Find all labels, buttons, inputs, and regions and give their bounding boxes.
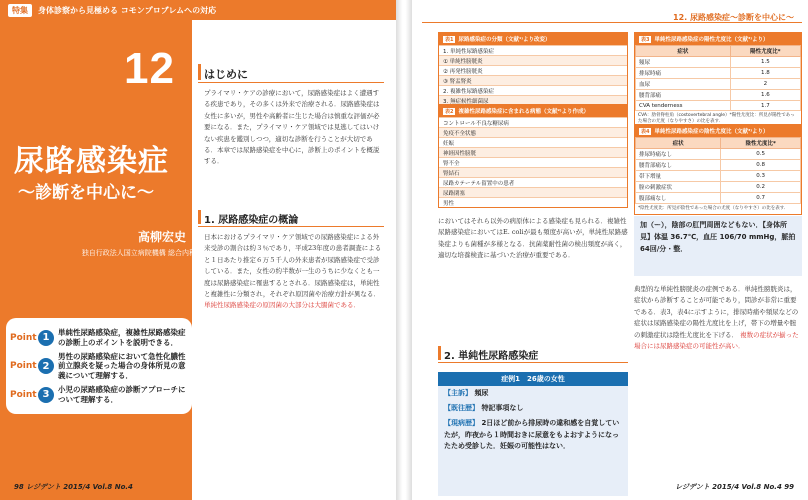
lr-table [635,45,801,111]
table-row: ③ 腎盂腎炎 [439,75,627,85]
table-row: 腎結石 [439,167,627,177]
section-heading: 2. 単純性尿路感染症 [444,351,539,362]
value-cell: 0.5 [721,149,801,160]
table-row [636,149,801,160]
table-row: 尿路カテーテル留置中の患者 [439,177,627,187]
column-header: 症状 [636,138,721,149]
table-header [635,125,801,137]
table-row [636,90,801,101]
table-row: コントロール不良な糖尿病 [439,117,627,127]
table-tag: 表4 [641,128,650,135]
symptom-cell: 腹部痛なし [636,193,721,204]
table-title: 尿路感染症の分類（文献¹⁾より改変） [458,37,551,43]
table-tag: 表1 [445,36,454,43]
key-points-box [6,318,192,414]
page-gutter [396,0,412,500]
symptom-cell: 頻尿 [636,57,731,68]
point-text: 単純性尿路感染症，複雑性尿路感染症の診断上のポイントを説明できる． [58,328,186,347]
case-label: 【既往歴】 [444,404,479,413]
point-label: Point [10,389,37,400]
running-head: 12. 尿路感染症〜診断を中心に〜 [673,13,794,22]
page-footer-right: レジデント 2015/4 Vol.8 No.4 99 [675,483,794,491]
author-name: 高柳宏史 [138,230,187,244]
table-tag: 表3 [641,36,650,43]
vitals-box: 加（ー），陰部の肛門周囲などもない．【身体所見】体温 36.7℃，血圧 106/70 mmHg，脈拍 64回/分・整． [634,216,802,276]
table-header [439,33,627,45]
heading-accent-bar [198,64,201,80]
highlight-sentence: 単純性尿路感染症の原因菌の大部分は大腸菌である． [204,301,360,310]
author-affiliation: 独自行政法人国立病院機構 総合内科 [81,249,196,257]
table-row: 尿路閉塞 [439,187,627,197]
heading-rule [198,226,384,227]
symptom-cell: 腰背部痛 [636,90,731,101]
table-negative-lr [634,124,802,215]
table-row: 1. 単純性尿路感染症 [439,45,627,55]
value-cell: 0.2 [721,182,801,193]
key-point [10,385,188,405]
symptom-cell: 血尿 [636,79,731,90]
point-text: 小児の尿路感染症の診断アプローチについて理解する． [58,384,186,404]
section-heading: 1. 尿路感染症の概論 [204,215,299,226]
case-line [438,386,628,401]
symptom-cell: 排尿時痛なし [636,149,721,160]
symptom-cell: 排尿時痛 [636,68,731,79]
table-tag: 表2 [445,108,454,115]
table-row [636,79,801,90]
column-header: 陰性尤度比* [721,138,801,149]
table-row [636,171,801,182]
heading-rule [198,82,384,83]
page-footer-left: 98 レジデント 2015/4 Vol.8 No.4 [14,483,133,491]
table-positive-lr [634,32,802,129]
case-value: 頻尿 [474,389,489,397]
value-cell: 1.5 [730,57,800,68]
chapter-number: 12 [124,44,175,93]
case-box [438,372,628,496]
series-title: 身体診察から見極める コモンプロブレムへの対応 [38,5,217,15]
table-title: 単純性尿路感染症の陰性尤度比（文献³⁾より） [654,129,769,135]
section-paragraph [204,232,384,432]
symptom-cell: 腰背部痛なし [636,160,721,171]
case-title: 症例1 26歳の女性 [438,372,628,386]
table-row [636,68,801,79]
body-paragraph: においてはそれら以外の病原体による感染症も見られる．複雑性尿路感染症においてはE. coliが最も頻度が高いが，単純性尿路感染症よりも菌種が多様となる．抗菌薬耐性菌の検出頻度が高く，適切な培養検査に基づいた治療が重要である． [438,217,628,260]
table-classification [438,32,628,106]
column-header: 陽性尤度比* [730,46,800,57]
case-value: 特記事項なし [481,404,524,413]
case-line [438,401,628,416]
table-row: 男性 [439,197,627,207]
table-row: 神経因性膀胱 [439,147,627,157]
lr-table [635,137,801,204]
point-text: 男性の尿路感染症において急性化膿性前立腺炎を疑った場合の身体所見の意義について理解する． [58,351,186,380]
case-label: 【主訴】 [444,389,472,397]
table-note: *陰性尤度比：所見が陰性であった場合の尤度（なりやすさ）の比を表す． [638,206,789,211]
intro-heading: はじめに [204,68,248,81]
key-point [10,352,188,381]
table-row [636,57,801,68]
value-cell: 0.7 [721,193,801,204]
table-row: ② 再発性膀胱炎 [439,65,627,75]
left-page [0,0,396,500]
highlight-sentence: 複数の症状が揃った場合には尿路感染症の可能性が高い． [634,330,799,350]
column-header: 症状 [636,46,731,57]
table-row: 腎不全 [439,157,627,167]
section-body: 日本におけるプライマリ・ケア領域での尿路感染症による外来受診の割合は約３％であり，平成23年度の患者調査によると１日あたり推定６万５千人の外来患者が尿路感染症で受診している．また，女性の約半数が一生のうちに少なくとも一度は尿路感染症に罹患するとされる．尿路感染症は，単純性と複雑性に分類され，それぞれ原因菌や治療方針が異なる． [204,233,382,298]
table-title: 単純性尿路感染症の陽性尤度比（文献³⁾より） [654,37,769,43]
intro-paragraph: プライマリ・ケアの診療において，尿路感染症はよく遭遇する疾患であり，その多くは外来で治療される．尿路感染症は女性に多いが，男性や高齢者に生じた場合は慎重な評価が必要になる．また，プライマリ・ケア領域では見逃してはいけない疾患を鑑別しつつ，適切な診断を行うことが大切である．本章では尿路感染症を中心に，診断上のポイントを概説する． [204,89,380,166]
case-label: 【現病歴】 [444,419,479,428]
case-line [438,416,628,454]
value-cell: 0.8 [721,160,801,171]
table-title: 複雑性尿路感染症に含まれる病態（文献²⁾より作成） [458,109,589,115]
value-cell: 1.6 [730,90,800,101]
table-row: ① 単純性膀胱炎 [439,55,627,65]
body-paragraph [634,284,802,474]
value-cell: 2 [730,79,800,90]
table-row [636,160,801,171]
symptom-cell: 帯下増量 [636,171,721,182]
table-header [439,105,627,117]
right-page [412,0,808,500]
table-complicated-conditions [438,104,628,208]
symptom-cell: 膣の刺激症状 [636,182,721,193]
case-value: 2日ほど前から排尿時の違和感を自覚していたが，昨夜から１時間おきに尿意をもよおすようになったため受診した．妊娠の可能性はない． [444,419,620,450]
right-column-body: 典型的な単純性膀胱炎の症例である．単純性膀胱炎は，症状から診断することが可能であり，問診が非常に重要である．表3，表4に示すように，排尿時痛や頻尿などの症状は尿路感染症の陽性尤度比を上げ，帯下の増量や膣の刺激症状は陰性尤度比を下げる． [634,285,799,339]
point-label: Point [10,332,37,343]
table-row [636,101,801,111]
table-row: 妊娠 [439,137,627,147]
heading-accent-bar [198,210,201,224]
heading-accent-bar [438,346,441,360]
table-row: 2. 複雑性尿路感染症 [439,85,627,95]
running-head-rule [422,22,802,23]
point-number-badge: 2 [38,358,54,374]
point-number-badge: 1 [38,330,54,346]
point-label: Point [10,361,37,372]
heading-rule [438,362,628,363]
feature-tag: 特集 [8,4,32,17]
table-row [636,182,801,193]
article-subtitle: 〜診断を中心に〜 [18,183,154,203]
table-row [636,193,801,204]
table-header [635,33,801,45]
value-cell: 1.7 [730,101,800,111]
point-number-badge: 3 [38,387,54,403]
table-note: CVA：肋骨脊柱角（costovertebral angle）*陽性尤度比：所見が陽性であった場合の尤度（なりやすさ）の比を表す． [638,113,795,125]
value-cell: 1.8 [730,68,800,79]
key-point [10,328,188,348]
value-cell: 0.3 [721,171,801,182]
series-header-bar [0,0,396,20]
symptom-cell: CVA tenderness [636,101,731,111]
table-row: 3. 無症候性細菌尿 [439,95,627,105]
article-title: 尿路感染症 [14,144,169,179]
table-row: 免疫不全状態 [439,127,627,137]
